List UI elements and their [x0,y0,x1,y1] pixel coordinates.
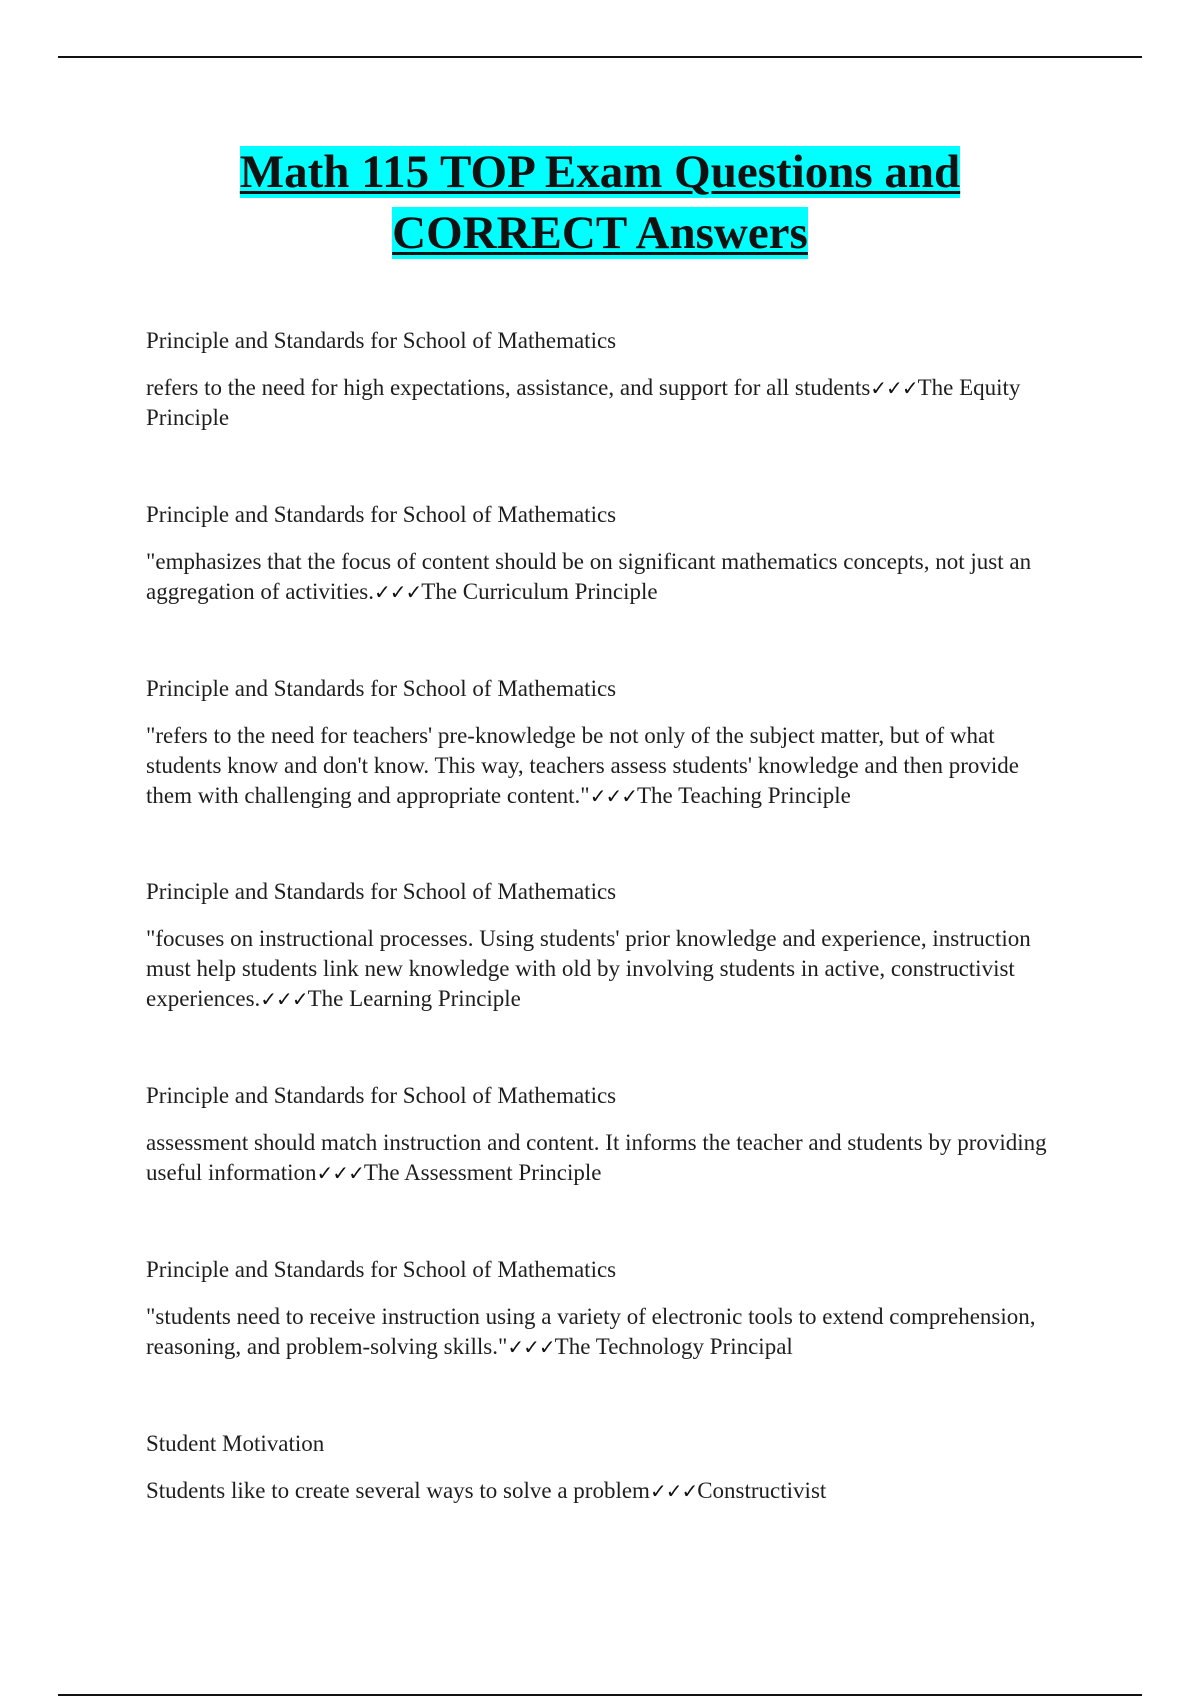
checkmark-icon: ✓✓✓ [260,987,308,1011]
qa-item [146,1430,1066,1506]
answer-prompt: "emphasizes that the focus of content should be on significant mathematics concepts, not just an aggregation of activities. [146,549,1032,604]
question-text: Student Motivation [146,1431,325,1456]
answer-prompt: refers to the need for high expectations, assistance, and support for all students [146,375,871,400]
answer-paragraph [146,547,1066,607]
answer-paragraph [146,373,1066,433]
answer-prompt: Students like to create several ways to solve a problem [146,1478,650,1503]
qa-item [146,878,1066,1014]
checkmark-icon: ✓✓✓ [870,376,918,400]
qa-item [146,327,1066,433]
question-text: Principle and Standards for School of Mathematics [146,328,617,353]
answer-text: The Teaching Principle [636,783,851,808]
bottom-divider [58,1694,1142,1696]
answer-text: The Equity Principle [146,375,1021,430]
checkmark-icon: ✓✓✓ [316,1161,364,1185]
answer-paragraph [146,721,1066,811]
answer-text: The Assessment Principle [363,1160,602,1185]
checkmark-icon: ✓✓✓ [589,784,637,808]
answer-text: The Curriculum Principle [421,579,658,604]
title-line-1: Math 115 TOP Exam Questions and [239,146,961,198]
qa-item [146,501,1066,607]
question-text: Principle and Standards for School of Mathematics [146,1083,617,1108]
qa-item [146,675,1066,811]
document-title [0,142,1200,264]
answer-paragraph [146,1128,1066,1188]
title-line-2: CORRECT Answers [392,207,808,259]
answer-prompt: "focuses on instructional processes. Using students' prior knowledge and experience, instruction must help students link new knowledge with old by involving students in active, constructivist experiences. [146,926,1031,1011]
answer-text: Constructivist [697,1478,827,1503]
checkmark-icon: ✓✓✓ [507,1335,555,1359]
answer-text: The Learning Principle [307,986,521,1011]
top-divider [58,56,1142,58]
checkmark-icon: ✓✓✓ [649,1479,698,1503]
answer-paragraph [146,1476,1066,1506]
answer-prompt: assessment should match instruction and content. It informs the teacher and students by providing useful information [146,1130,1047,1185]
answer-paragraph [146,1302,1066,1362]
answer-paragraph [146,924,1066,1014]
question-text: Principle and Standards for School of Mathematics [146,1257,617,1282]
answer-prompt: "students need to receive instruction using a variety of electronic tools to extend comprehension, reasoning, and problem-solving skills." [146,1304,1036,1359]
answer-text: The Technology Principal [554,1334,793,1359]
checkmark-icon: ✓✓✓ [374,580,422,604]
qa-item [146,1256,1066,1362]
qa-item [146,1082,1066,1188]
question-text: Principle and Standards for School of Mathematics [146,676,617,701]
question-text: Principle and Standards for School of Mathematics [146,502,617,527]
answer-prompt: "refers to the need for teachers' pre-knowledge be not only of the subject matter, but of what students know and don't know. This way, teachers assess students' knowledge and then provide them with challenging and appropriate content." [146,723,1019,808]
question-text: Principle and Standards for School of Mathematics [146,879,617,904]
